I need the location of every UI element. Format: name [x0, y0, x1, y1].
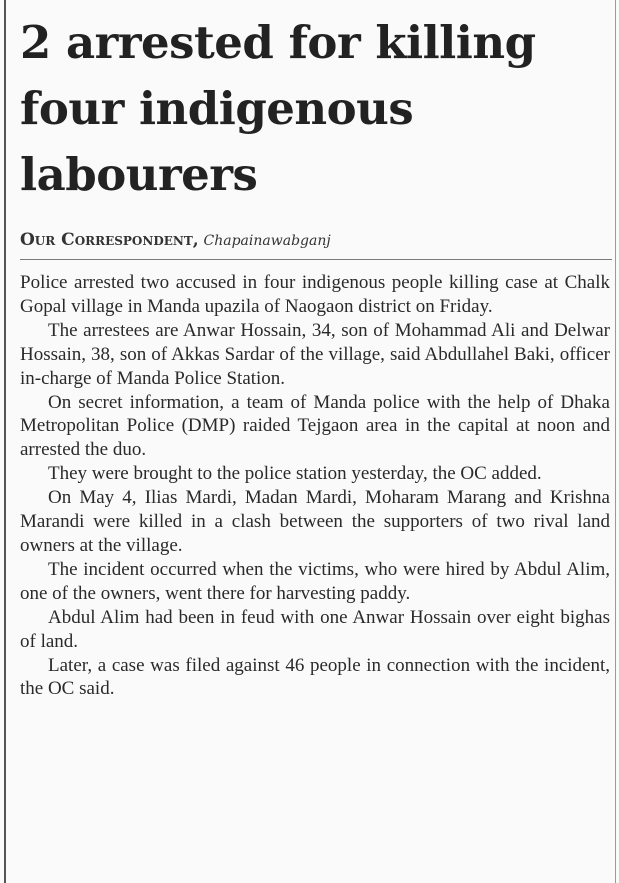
article-paragraph: Abdul Alim had been in feud with one Anwar Hossain over eight bighas of land.: [20, 606, 610, 652]
byline-divider: [20, 259, 612, 260]
article-paragraph: On May 4, Ilias Mardi, Madan Mardi, Moharam Marang and Krishna Marandi were killed in a clash between the supporters of two rival land owners at the village.: [20, 487, 610, 556]
article-paragraph: Police arrested two accused in four indigenous people killing case at Chalk Gopal village in Manda upazila of Naogaon district on Friday.: [20, 272, 610, 317]
byline: [20, 230, 616, 250]
article-paragraph: On secret information, a team of Manda police with the help of Dhaka Metropolitan Police (DMP) raided Tejgaon area in the capital at noon and arrested the duo.: [20, 391, 610, 461]
article-paragraph: The incident occurred when the victims, who were hired by Abdul Alim, one of the owners, went there for harvesting paddy.: [20, 558, 610, 604]
article-body: [20, 271, 610, 701]
byline-location: Chapainawabganj: [203, 233, 331, 249]
article-paragraph: They were brought to the police station yesterday, the OC added.: [48, 463, 542, 485]
byline-author: Our Correspondent,: [20, 230, 199, 250]
article-paragraph: Later, a case was filed against 46 people in connection with the incident, the OC said.: [20, 654, 610, 700]
left-column-rule: [4, 0, 6, 883]
article-paragraph: The arrestees are Anwar Hossain, 34, son of Mohammad Ali and Delwar Hossain, 38, son of Akkas Sardar of the village, said Abdullahel Baki, officer in-charge of Manda Police Station.: [20, 319, 610, 389]
headline-line: labourers: [20, 148, 258, 201]
headline: [20, 10, 616, 208]
headline-line: 2 arrested for killing: [20, 16, 536, 69]
headline-line: four indigenous: [20, 82, 414, 135]
